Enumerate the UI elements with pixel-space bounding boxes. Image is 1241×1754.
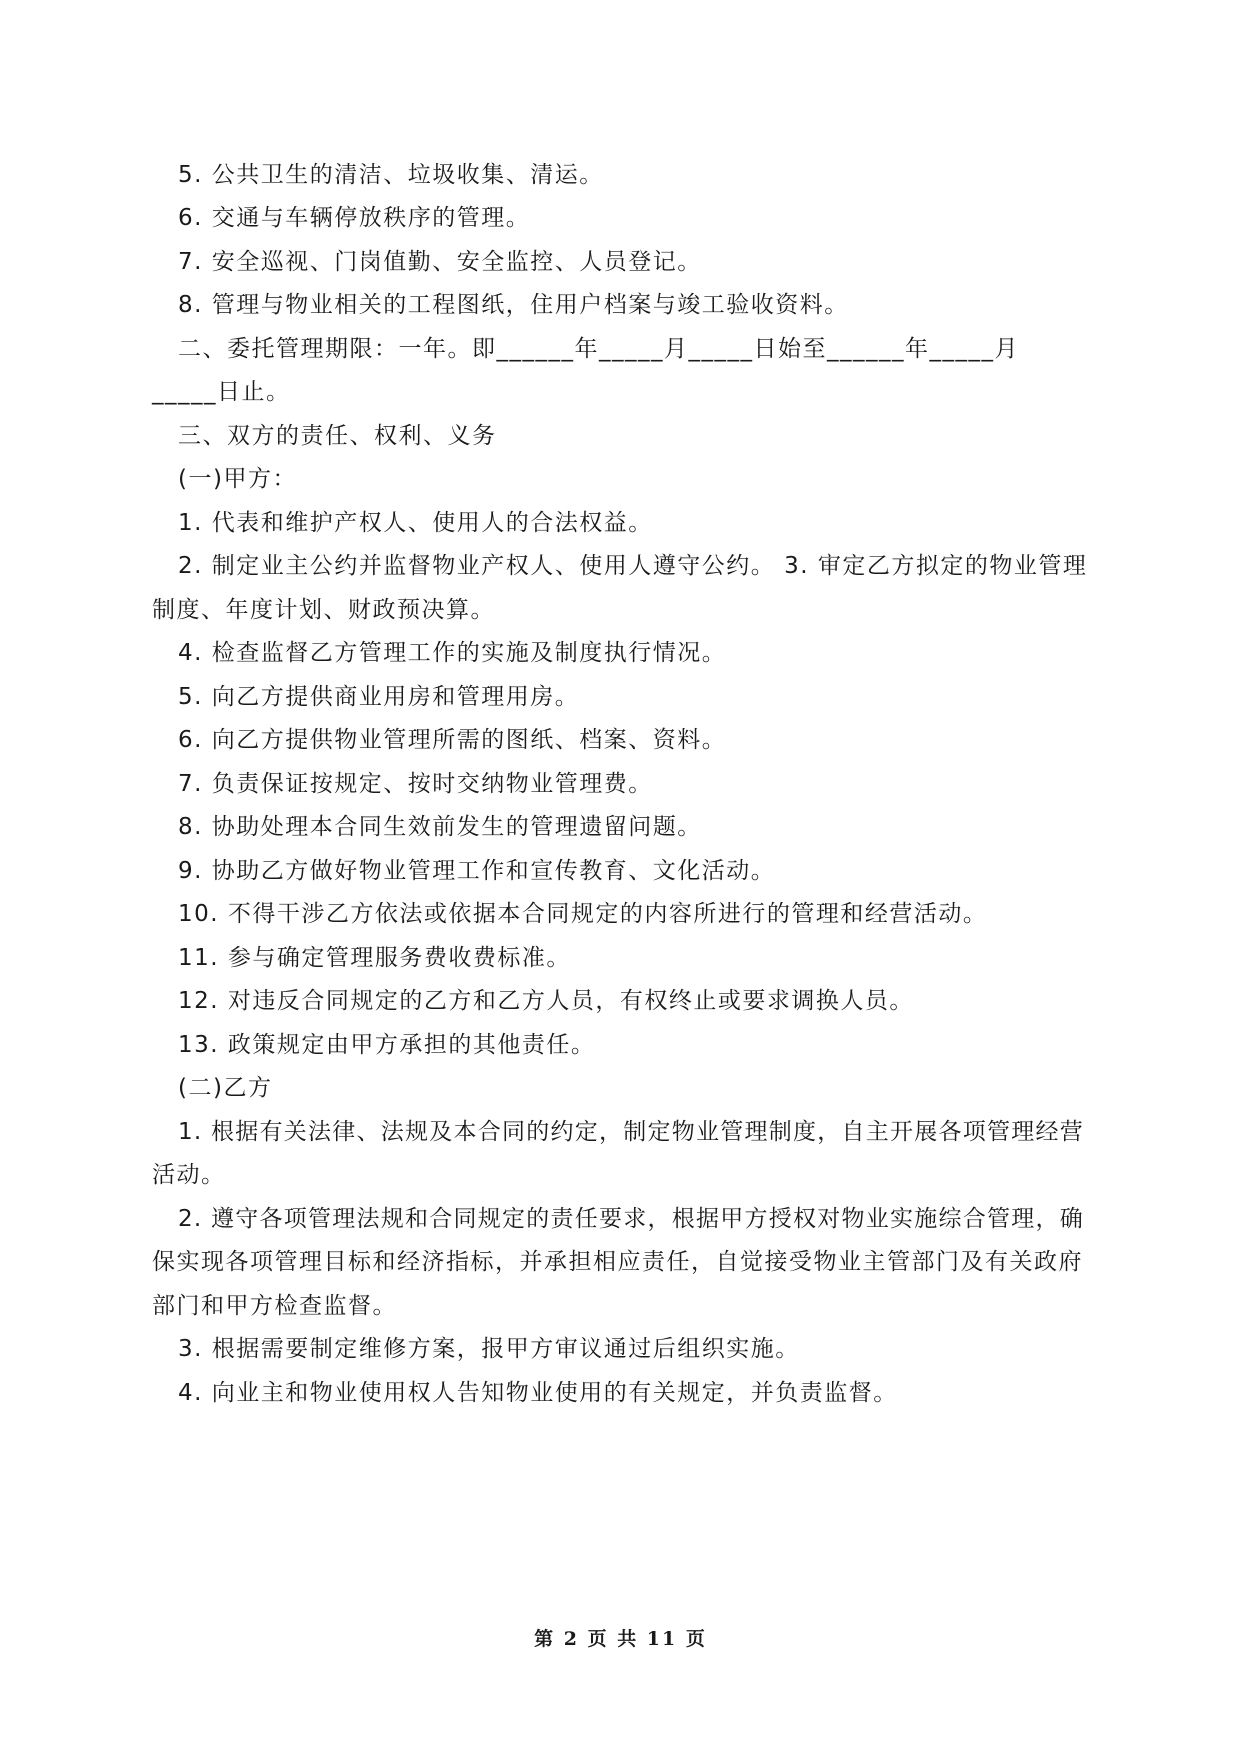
party-a-item-6: 6. 向乙方提供物业管理所需的图纸、档案、资料。 <box>178 727 727 753</box>
party-a-item-12: 12. 对违反合同规定的乙方和乙方人员，有权终止或要求调换人员。 <box>178 988 914 1014</box>
party-b-item-1: 1. 根据有关法律、法规及本合同的约定，制定物业管理制度，自主开展各项管理经营 <box>178 1119 1085 1145</box>
party-a-item-8: 8. 协助处理本合同生效前发生的管理遗留问题。 <box>178 814 702 840</box>
party-b-item-4: 4. 向业主和物业使用权人告知物业使用的有关规定，并负责监督。 <box>178 1380 898 1406</box>
party-a-item-7: 7. 负责保证按规定、按时交纳物业管理费。 <box>178 771 653 797</box>
item-drawings-archives: 8. 管理与物业相关的工程图纸，住用户档案与竣工验收资料。 <box>178 292 849 318</box>
party-a-item-10: 10. 不得干涉乙方依法或依据本合同规定的内容所进行的管理和经营活动。 <box>178 901 988 927</box>
party-a-item-4: 4. 检查监督乙方管理工作的实施及制度执行情况。 <box>178 640 727 666</box>
section-responsibilities-heading: 三、双方的责任、权利、义务 <box>178 423 497 449</box>
party-a-heading: (一)甲方： <box>178 466 297 492</box>
party-a-item-9: 9. 协助乙方做好物业管理工作和宣传教育、文化活动。 <box>178 858 776 884</box>
party-b-item-1-continuation: 活动。 <box>152 1162 226 1188</box>
party-b-item-2-continuation-2: 部门和甲方检查监督。 <box>152 1293 397 1319</box>
party-a-item-3-continuation: 制度、年度计划、财政预决算。 <box>152 597 495 623</box>
section-term-heading: 二、委托管理期限：一年。即______年_____月_____日始至______年_____月 <box>178 336 1019 362</box>
party-a-item-2-3: 2. 制定业主公约并监督物业产权人、使用人遵守公约。 3. 审定乙方拟定的物业管理 <box>178 553 1088 579</box>
party-b-item-3: 3. 根据需要制定维修方案，报甲方审议通过后组织实施。 <box>178 1336 800 1362</box>
section-term-continuation: _____日止。 <box>152 379 291 405</box>
party-b-item-2: 2. 遵守各项管理法规和合同规定的责任要求，根据甲方授权对物业实施综合管理，确 <box>178 1206 1085 1232</box>
party-a-item-11: 11. 参与确定管理服务费收费标准。 <box>178 945 571 971</box>
page-number-footer: 第 2 页 共 11 页 <box>534 1628 707 1650</box>
item-public-hygiene: 5. 公共卫生的清洁、垃圾收集、清运。 <box>178 162 604 188</box>
party-a-item-5: 5. 向乙方提供商业用房和管理用房。 <box>178 684 580 710</box>
party-a-item-1: 1. 代表和维护产权人、使用人的合法权益。 <box>178 510 653 536</box>
item-traffic-parking: 6. 交通与车辆停放秩序的管理。 <box>178 205 531 231</box>
party-b-item-2-continuation-1: 保实现各项管理目标和经济指标，并承担相应责任，自觉接受物业主管部门及有关政府 <box>152 1249 1083 1275</box>
item-security-patrol: 7. 安全巡视、门岗值勤、安全监控、人员登记。 <box>178 249 702 275</box>
party-b-heading: (二)乙方 <box>178 1075 273 1101</box>
party-a-item-13: 13. 政策规定由甲方承担的其他责任。 <box>178 1032 596 1058</box>
